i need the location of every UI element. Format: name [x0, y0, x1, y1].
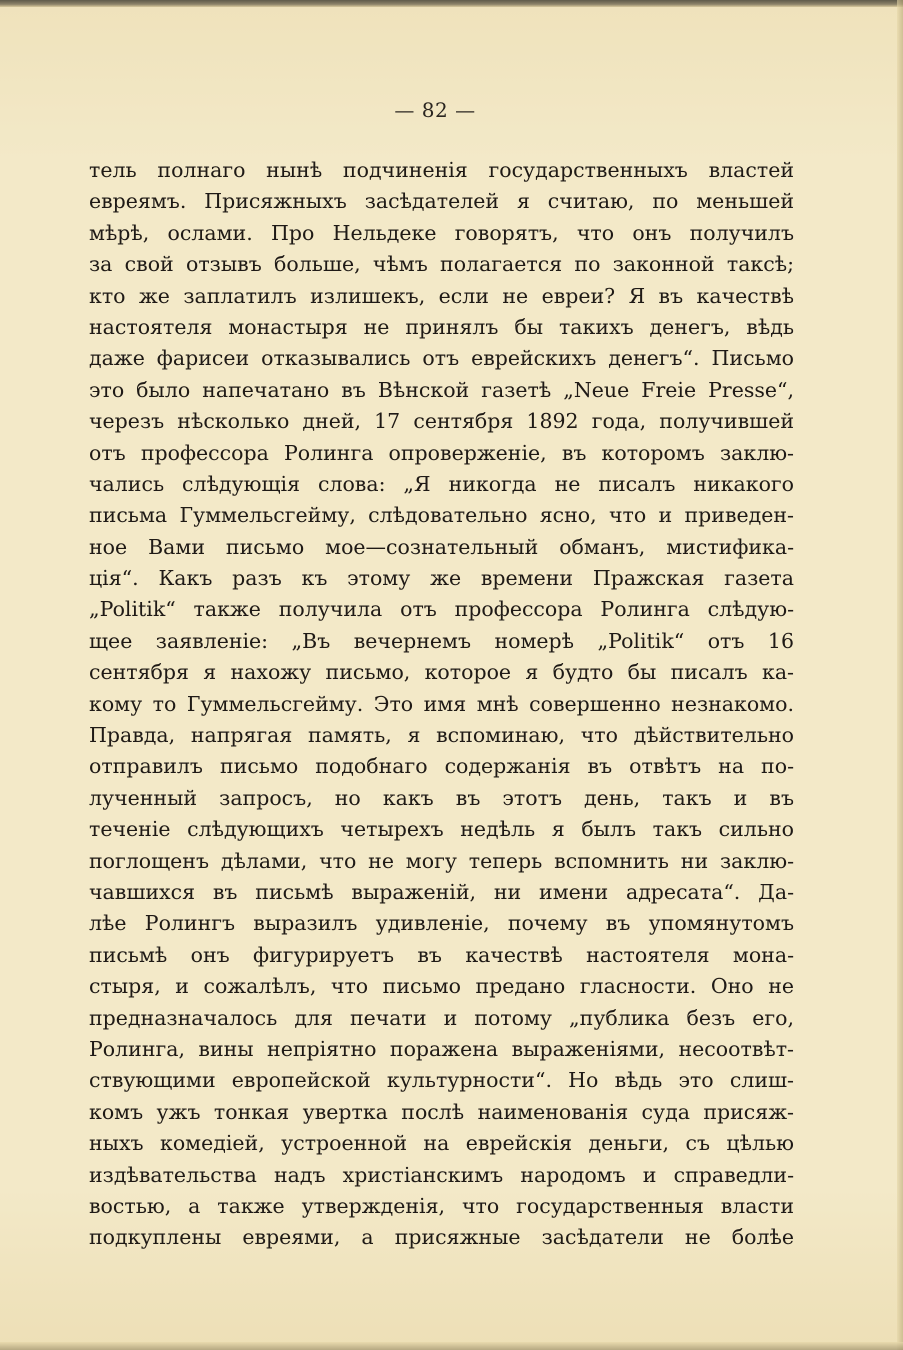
text-line: кому то Гуммельсгейму. Это имя мнѣ совершенно незнакомо. — [89, 691, 794, 716]
text-line: сентября я нахожу письмо, которое я будто бы писалъ ка- — [89, 660, 794, 685]
text-line: ствующими европейской культурности“. Но вѣдь это слиш- — [89, 1068, 794, 1093]
text-line: это было напечатано въ Вѣнской газетѣ „Neue Freie Presse“, — [89, 377, 794, 402]
text-line: „Politik“ также получила отъ профессора Ролинга слѣдую- — [89, 597, 794, 622]
text-line: ныхъ комедіей, устроенной на еврейскія деньги, съ цѣлью — [89, 1131, 794, 1156]
text-line: письмѣ онъ фигурируетъ въ качествѣ настоятеля мона- — [89, 942, 794, 967]
page-right-edge — [897, 0, 903, 1350]
text-line: предназначалось для печати и потому „публика безъ его, — [89, 1005, 794, 1030]
text-line: комъ ужъ тонкая увертка послѣ наименованія суда присяж- — [89, 1099, 794, 1124]
text-line: ція“. Какъ разъ къ этому же времени Пражская газета — [89, 566, 794, 591]
text-line: евреямъ. Присяжныхъ засѣдателей я считаю, по меньшей — [89, 189, 794, 214]
text-line: за свой отзывъ больше, чѣмъ полагается по законной таксѣ; — [89, 252, 794, 277]
text-line: подкуплены евреями, а присяжные засѣдатели не болѣе — [89, 1225, 794, 1250]
text-line: Правда, напрягая память, я вспоминаю, что дѣйствительно — [89, 723, 794, 748]
text-line: тель полнаго нынѣ подчиненія государственныхъ властей — [89, 158, 794, 182]
text-line: настоятеля монастыря не принялъ бы такихъ денегъ, вѣдь — [89, 314, 794, 339]
text-line: отъ профессора Ролинга опроверженіе, въ которомъ заклю- — [89, 440, 794, 465]
page-top-edge — [0, 0, 903, 7]
text-line: отправилъ письмо подобнаго содержанія въ отвѣтъ на по- — [89, 754, 794, 779]
text-line: кто же заплатилъ излишекъ, если не евреи? Я въ качествѣ — [89, 283, 794, 308]
text-line: чались слѣдующія слова: „Я никогда не писалъ никакого — [89, 471, 794, 496]
body-text — [89, 155, 794, 1254]
text-line: щее заявленіе: „Въ вечернемъ номерѣ „Politik“ отъ 16 — [89, 628, 794, 653]
text-line: ное Вами письмо мое—сознательный обманъ, мистифика- — [89, 534, 794, 559]
page-bottom-edge — [0, 1342, 903, 1350]
text-line: поглощенъ дѣлами, что не могу теперь вспомнить ни заклю- — [89, 848, 794, 873]
text-line: чавшихся въ письмѣ выраженій, ни имени адресата“. Да- — [89, 879, 794, 904]
text-line: стыря, и сожалѣлъ, что письмо предано гласности. Оно не — [89, 974, 794, 999]
text-line: теченіе слѣдующихъ четырехъ недѣль я былъ такъ сильно — [89, 817, 794, 842]
text-line: письма Гуммельсгейму, слѣдовательно ясно, что и приведен- — [89, 503, 794, 528]
text-line: даже фарисеи отказывались отъ еврейскихъ денегъ“. Письмо — [89, 346, 794, 371]
text-line: мѣрѣ, ослами. Про Нельдеке говорятъ, что онъ получилъ — [89, 220, 794, 245]
text-line: востью, а также утвержденія, что государственныя власти — [89, 1193, 794, 1218]
text-line: лѣе Ролингъ выразилъ удивленіе, почему въ упомянутомъ — [89, 911, 794, 936]
text-line: Ролинга, вины непріятно поражена выраженіями, несоотвѣт- — [89, 1036, 794, 1061]
text-line: лученный запросъ, но какъ въ этотъ день, такъ и въ — [89, 785, 794, 810]
page-number: — 82 — — [394, 98, 476, 122]
text-line: черезъ нѣсколько дней, 17 сентября 1892 года, получившей — [89, 409, 794, 434]
text-line: издѣвательства надъ христіанскимъ народомъ и справедли- — [89, 1162, 794, 1187]
